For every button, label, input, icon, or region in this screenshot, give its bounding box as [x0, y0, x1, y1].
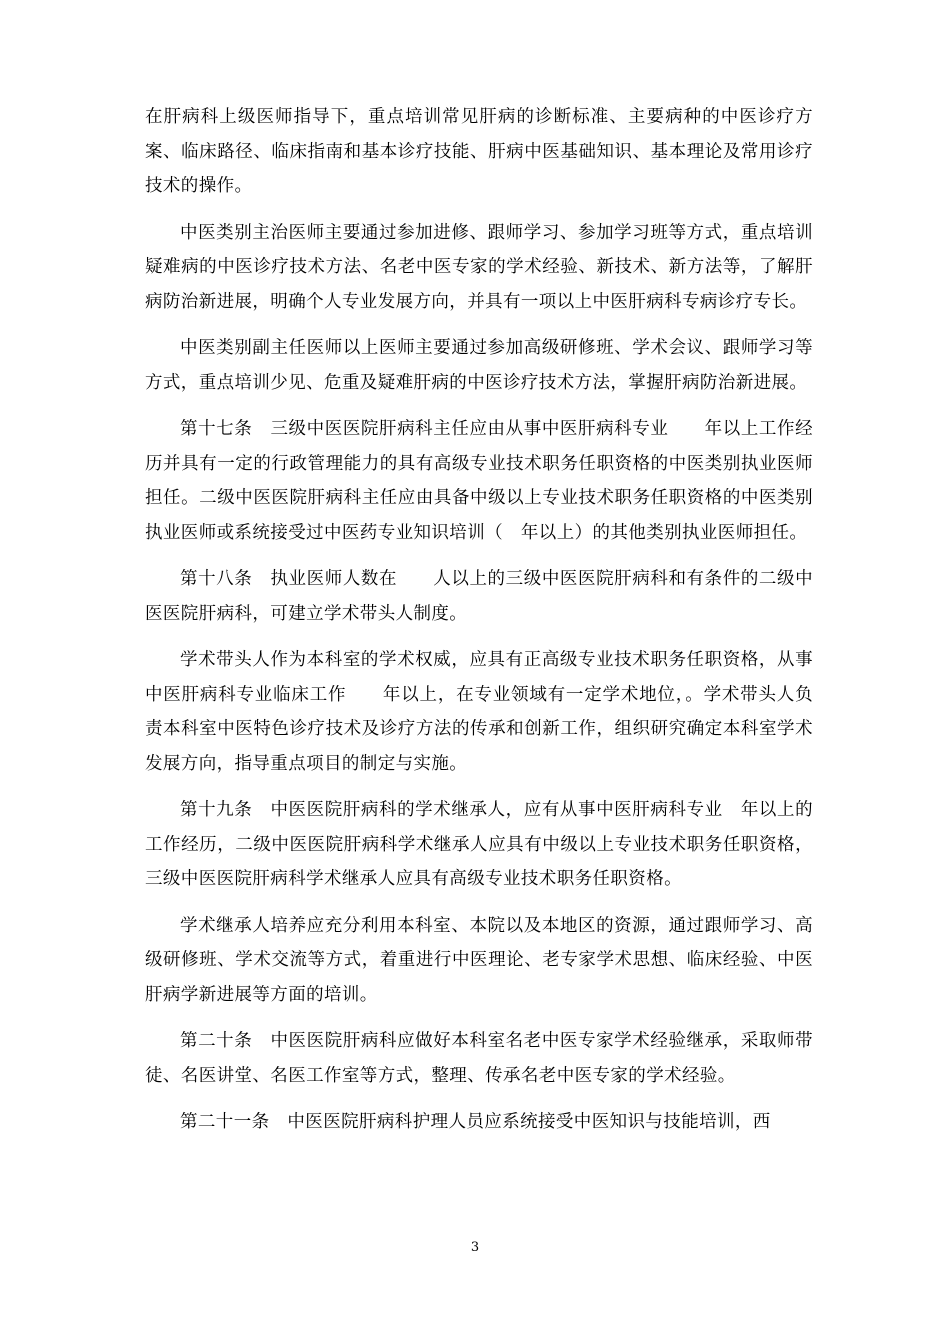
paragraph-1: 在肝病科上级医师指导下，重点培训常见肝病的诊断标准、主要病种的中医诊疗方案、临床路径、临床指南和基本诊疗技能、肝病中医基础知识、基本理论及常用诊疗技术的操作。 [145, 107, 813, 196]
article-20: 第二十条 中医医院肝病科应做好本科室名老中医专家学术经验继承，采取师带徒、名医讲堂、名医工作室等方式，整理、传承名老中医专家的学术经验。 [145, 1031, 813, 1086]
article-21: 第二十一条 中医医院肝病科护理人员应系统接受中医知识与技能培训，西 [180, 1112, 771, 1132]
paragraph-2: 中医类别主治医师主要通过参加进修、跟师学习、参加学习班等方式，重点培训疑难病的中医诊疗技术方法、名老中医专家的学术经验、新技术、新方法等，了解肝病防治新进展，明确个人专业发展方向，并具有一项以上中医肝病科专病诊疗专长。 [145, 222, 813, 312]
article-17: 第十七条 三级中医医院肝病科主任应由从事中医肝病科专业 年以上工作经历并具有一定的行政管理能力的具有高级专业技术职务任职资格的中医类别执业医师担任。二级中医医院肝病科主任应由具备中级以上专业技术职务任职资格的中医类别执业医师或系统接受过中医药专业知识培训（ 年以上）的其他类别执业医师担任。 [145, 419, 813, 543]
page-number: 3 [470, 1240, 480, 1255]
document-body [145, 100, 813, 1152]
article-18: 第十八条 执业医师人数在 人以上的三级中医医院肝病科和有条件的二级中医医院肝病科，可建立学术带头人制度。 [145, 569, 813, 624]
paragraph-academic-leader: 学术带头人作为本科室的学术权威，应具有正高级专业技术职务任职资格，从事中医肝病科专业临床工作 年以上，在专业领域有一定学术地位，。学术带头人负责本科室中医特色诊疗技术及诊疗方法的传承和创新工作，组织研究确定本科室学术发展方向，指导重点项目的制定与实施。 [145, 650, 813, 774]
paragraph-successor-training: 学术继承人培养应充分利用本科室、本院以及本地区的资源，通过跟师学习、高级研修班、学术交流等方式，着重进行中医理论、老专家学术思想、临床经验、中医肝病学新进展等方面的培训。 [145, 915, 813, 1005]
article-19: 第十九条 中医医院肝病科的学术继承人，应有从事中医肝病科专业 年以上的工作经历，二级中医医院肝病科学术继承人应具有中级以上专业技术职务任职资格，三级中医医院肝病科学术继承人应具有高级专业技术职务任职资格。 [145, 800, 813, 889]
paragraph-3: 中医类别副主任医师以上医师主要通过参加高级研修班、学术会议、跟师学习等方式，重点培训少见、危重及疑难肝病的中医诊疗技术方法，掌握肝病防治新进展。 [145, 338, 813, 393]
